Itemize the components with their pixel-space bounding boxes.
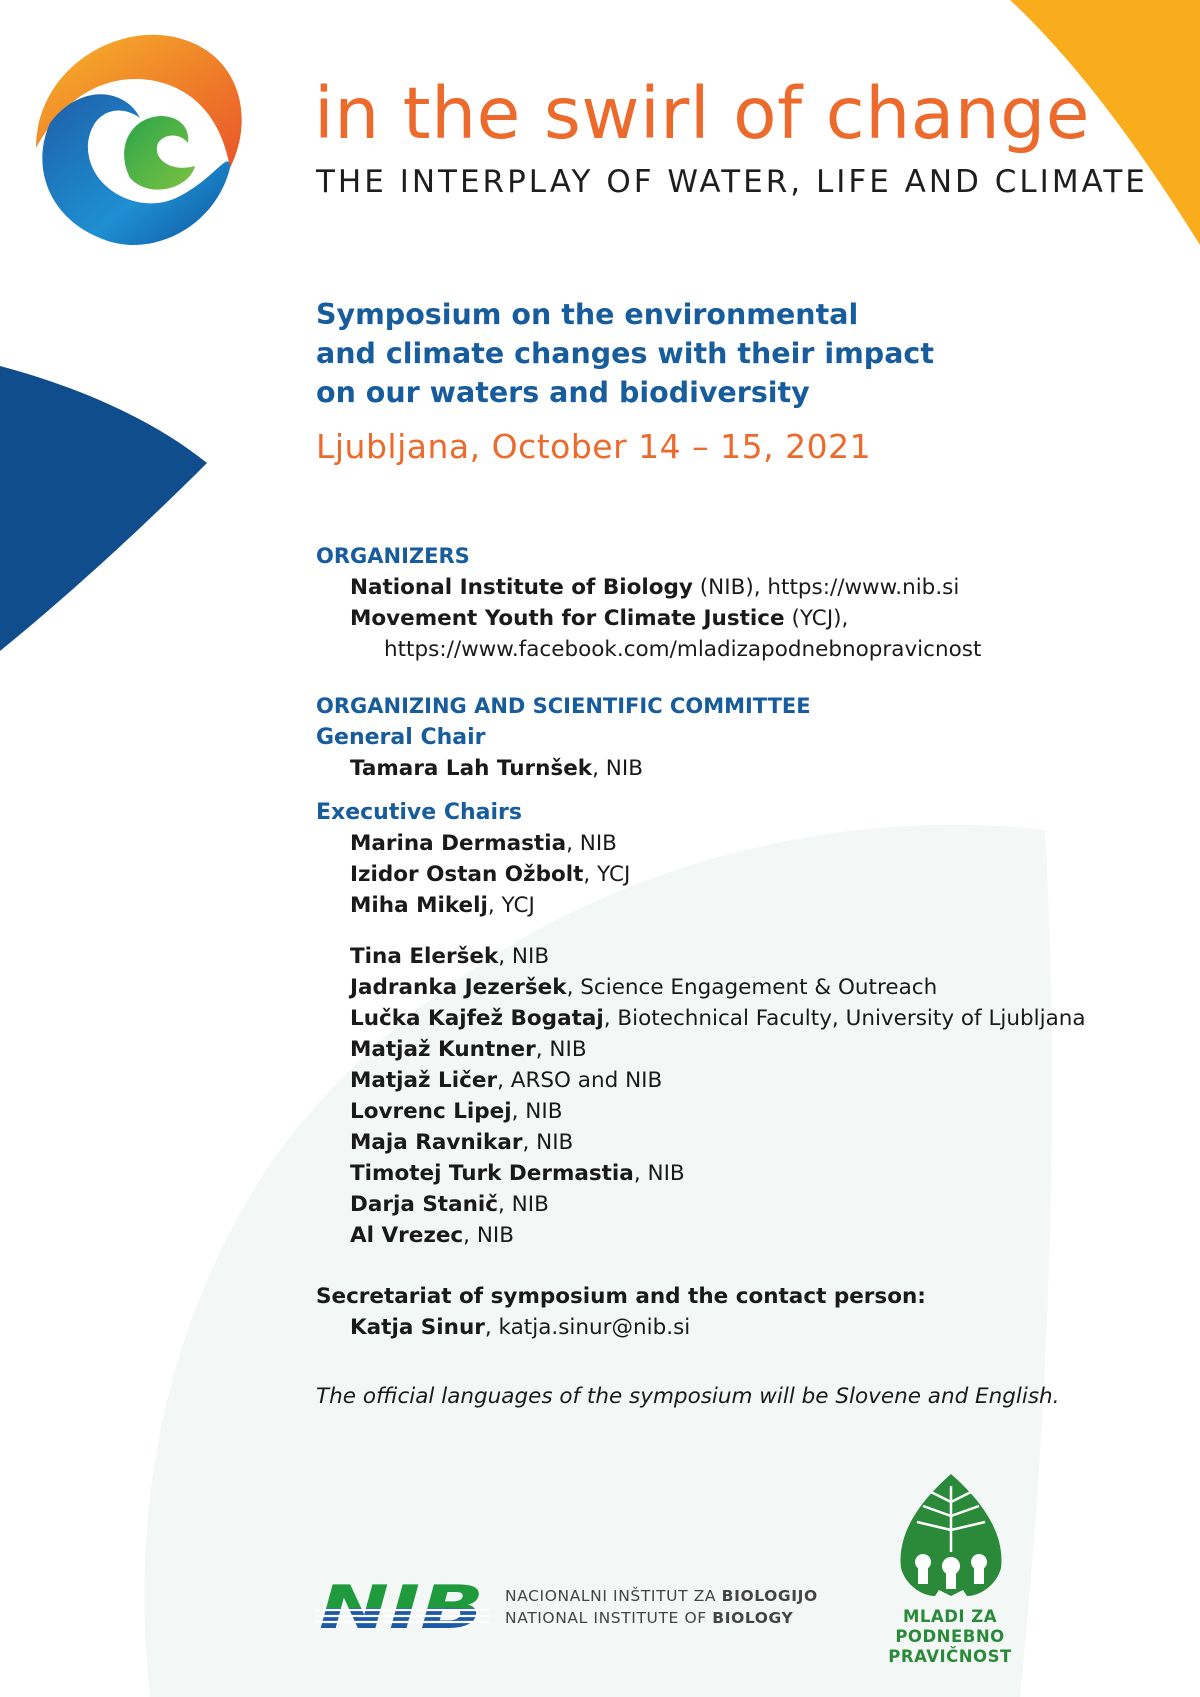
blue-wedge-shape [0, 366, 207, 651]
organizer-item [316, 603, 1176, 634]
organizer-detail: (YCJ), [784, 606, 849, 631]
nib-name-slovene: NACIONALNI INŠTITUT ZA BIOLOGIJO [505, 1587, 818, 1605]
organizer-item [316, 572, 1176, 603]
executive-chair [316, 859, 1176, 890]
organizers-heading: ORGANIZERS [316, 544, 470, 568]
svg-text:NIB: NIB [319, 1578, 484, 1632]
mladi-line: MLADI ZA [902, 1607, 998, 1626]
mladi-za-podnebno-pravicnost-text [870, 1607, 1030, 1667]
symposium-line: on our waters and biodiversity [316, 376, 810, 409]
symposium-line: Symposium on the environmental [316, 298, 859, 331]
nib-logo-icon [315, 1578, 490, 1632]
general-chair [316, 753, 1176, 784]
executive-chair [316, 828, 1176, 859]
person-name: Maja Ravnikar [350, 1130, 523, 1155]
committee-member [316, 1158, 1176, 1189]
person-affiliation: , NIB [535, 1037, 587, 1062]
person-name: Miha Mikelj [350, 893, 488, 918]
person-affiliation: , YCJ [487, 893, 535, 918]
page-title: in the swirl of change [314, 72, 1090, 155]
person-name: Lovrenc Lipej [350, 1099, 512, 1124]
contact-email[interactable]: , katja.sinur@nib.si [484, 1315, 691, 1340]
person-name: Jadranka Jezeršek [350, 975, 567, 1000]
person-name: Marina Dermastia [350, 831, 567, 856]
person-name: Tina Eleršek [350, 944, 499, 969]
person-affiliation: , Science Engagement & Outreach [566, 975, 938, 1000]
person-affiliation: , ARSO and NIB [497, 1068, 663, 1093]
person-affiliation: , NIB [498, 1192, 549, 1217]
committee-member [316, 1065, 1176, 1096]
person-name: Timotej Turk Dermastia [350, 1161, 634, 1186]
event-date: Ljubljana, October 14 – 15, 2021 [316, 427, 872, 466]
person-affiliation: , NIB [463, 1223, 515, 1248]
executive-chair [316, 890, 1176, 921]
executive-chairs-label: Executive Chairs [316, 800, 522, 825]
person-affiliation: , NIB [566, 831, 617, 856]
leaf-fist-logo-icon [893, 1472, 1009, 1598]
person-affiliation: , NIB [633, 1161, 685, 1186]
person-name: Izidor Ostan Ožbolt [350, 862, 584, 887]
person-name: Matjaž Ličer [350, 1068, 498, 1093]
person-affiliation: , NIB [498, 944, 550, 969]
organizer-name: Movement Youth for Climate Justice [350, 606, 785, 631]
person-affiliation: , NIB [522, 1130, 574, 1155]
person-name: Darja Stanič [350, 1192, 499, 1217]
person-affiliation: , YCJ [583, 862, 631, 887]
symposium-description [316, 295, 934, 412]
committee-member [316, 941, 1176, 972]
person-name: Al Vrezec [350, 1223, 464, 1248]
person-name: Matjaž Kuntner [350, 1037, 536, 1062]
committee-member [316, 1220, 1176, 1251]
swirl-logo-icon [30, 28, 255, 253]
committee-member [316, 1189, 1176, 1220]
person-affiliation: , NIB [592, 756, 643, 781]
person-affiliation: , Biotechnical Faculty, University of Ljubljana [603, 1006, 1086, 1031]
person-name: Lučka Kajfež Bogataj [350, 1006, 604, 1031]
secretariat-contact [316, 1312, 1176, 1343]
languages-note: The official languages of the symposium will be Slovene and English. [316, 1384, 1060, 1409]
facebook-link[interactable]: https://www.facebook.com/mladizapodnebnopravicnost [384, 637, 982, 662]
person-affiliation: , NIB [511, 1099, 563, 1124]
committee-member [316, 1127, 1176, 1158]
committee-member [316, 972, 1176, 1003]
main-content [316, 541, 1176, 1412]
mladi-line: PRAVIČNOST [888, 1647, 1012, 1666]
nib-name-english: NATIONAL INSTITUTE OF BIOLOGY [505, 1609, 794, 1627]
organizer-name: National Institute of Biology [350, 575, 693, 600]
committee-member [316, 1034, 1176, 1065]
committee-member [316, 1096, 1176, 1127]
committee-heading: ORGANIZING AND SCIENTIFIC COMMITTEE [316, 694, 811, 718]
committee-member [316, 1003, 1176, 1034]
organizer-detail: (NIB), https://www.nib.si [692, 575, 960, 600]
general-chair-label: General Chair [316, 725, 486, 750]
nib-institute-name [505, 1585, 818, 1629]
page-subtitle: THE INTERPLAY OF WATER, LIFE AND CLIMATE [316, 164, 1148, 200]
person-name: Katja Sinur [350, 1315, 485, 1340]
mladi-line: PODNEBNO [895, 1627, 1005, 1646]
secretariat-label: Secretariat of symposium and the contact person: [316, 1284, 926, 1309]
symposium-line: and climate changes with their impact [316, 337, 934, 370]
person-name: Tamara Lah Turnšek [350, 756, 593, 781]
